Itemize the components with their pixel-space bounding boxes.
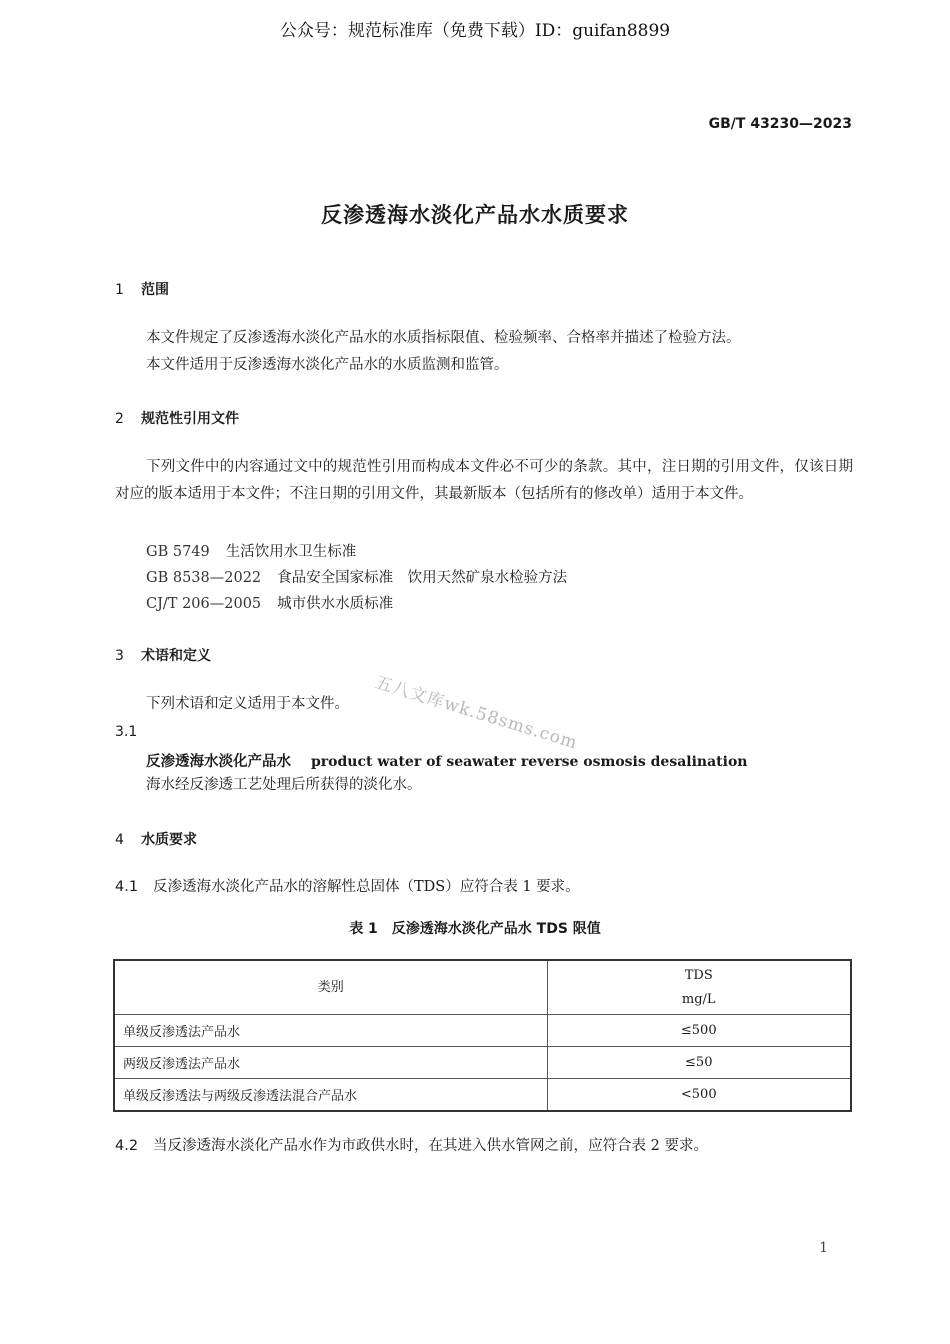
- clause-4-1: [115, 874, 580, 901]
- section-number: 3: [115, 648, 124, 664]
- row-value: ≤50: [547, 1047, 851, 1079]
- clause-text: 反渗透海水淡化产品水的溶解性总固体（TDS）应符合表 1 要求。: [153, 879, 580, 895]
- standard-code: GB/T 43230—2023: [708, 116, 852, 132]
- paragraph: 下列文件中的内容通过文中的规范性引用而构成本文件必不可少的条款。其中，注日期的引用文件，仅该日期对应的版本适用于本文件；不注日期的引用文件，其最新版本（包括所有的修改单）适用于本文件。: [115, 459, 853, 502]
- reference-name: 城市供水水质标准: [277, 596, 394, 612]
- reference-name: 生活饮用水卫生标准: [225, 544, 357, 560]
- row-value: ≤500: [547, 1015, 851, 1047]
- section-3-heading: [115, 645, 211, 665]
- reference-item: [146, 592, 393, 613]
- reference-item: [146, 540, 356, 561]
- section-2-heading: [115, 408, 239, 428]
- reference-code: GB 8538—2022: [146, 570, 262, 586]
- header-category: 类别: [114, 960, 547, 1015]
- term-english: product water of seawater reverse osmosis desalination: [311, 754, 748, 770]
- page-number: 1: [819, 1240, 828, 1256]
- document-title: 反渗透海水淡化产品水水质要求: [321, 203, 629, 227]
- clause-text: 当反渗透海水淡化产品水作为市政供水时，在其进入供水管网之前，应符合表 2 要求。: [153, 1138, 708, 1154]
- paragraph: 下列术语和定义适用于本文件。: [146, 696, 349, 712]
- row-category: 单级反渗透法产品水: [114, 1015, 547, 1047]
- header-tds-unit: mg/L: [681, 991, 716, 1007]
- term-heading: [146, 750, 747, 771]
- table-row: [114, 1079, 851, 1112]
- table-caption: 表 1 反渗透海水淡化产品水 TDS 限值: [349, 921, 601, 937]
- clause-number: 4.1: [115, 879, 139, 895]
- reference-item: [146, 566, 567, 587]
- clause-4-2: [115, 1133, 708, 1160]
- section-title: 规范性引用文件: [141, 411, 239, 427]
- reference-name: 食品安全国家标准 饮用天然矿泉水检验方法: [277, 570, 568, 586]
- term-number: 3.1: [115, 724, 138, 740]
- watermark: 五八文库wk.58sms.com: [372, 672, 581, 754]
- section-number: 1: [115, 282, 124, 298]
- top-banner: 公众号：规范标准库（免费下载）ID：guifan8899: [279, 21, 671, 41]
- term-chinese: 反渗透海水淡化产品水: [146, 754, 291, 770]
- header-tds: [547, 960, 851, 1015]
- section-title: 水质要求: [141, 832, 197, 848]
- row-category: 单级反渗透法与两级反渗透法混合产品水: [114, 1079, 547, 1112]
- table-row: [114, 1015, 851, 1047]
- reference-code: GB 5749: [146, 544, 210, 560]
- section-number: 4: [115, 832, 124, 848]
- section-title: 术语和定义: [141, 648, 211, 664]
- clause-number: 4.2: [115, 1138, 139, 1154]
- paragraph: 本文件规定了反渗透海水淡化产品水的水质指标限值、检验频率、合格率并描述了检验方法。: [146, 330, 741, 346]
- row-category: 两级反渗透法产品水: [114, 1047, 547, 1079]
- term-definition: 海水经反渗透工艺处理后所获得的淡化水。: [146, 777, 422, 793]
- section-title: 范围: [141, 282, 169, 298]
- section-4-heading: [115, 829, 197, 849]
- reference-code: CJ/T 206—2005: [146, 596, 262, 612]
- tds-limits-table: [113, 959, 852, 1112]
- table-row: [114, 1047, 851, 1079]
- paragraph: 本文件适用于反渗透海水淡化产品水的水质监测和监管。: [146, 357, 509, 373]
- table-header-row: [114, 960, 851, 1015]
- section-1-heading: [115, 279, 169, 299]
- section-number: 2: [115, 411, 124, 427]
- header-tds-label: TDS: [684, 967, 713, 983]
- row-value: <500: [547, 1079, 851, 1112]
